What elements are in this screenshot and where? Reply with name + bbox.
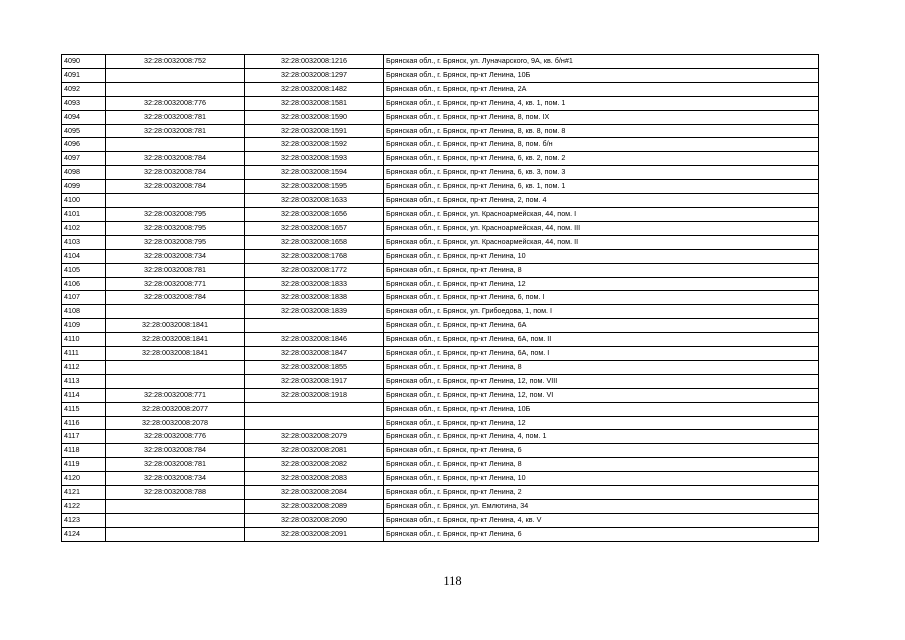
- table-row: [62, 166, 819, 180]
- parcel-cadastral-number-cell: 32:28:0032008:771: [106, 277, 245, 291]
- table-row: [62, 458, 819, 472]
- table-row: [62, 207, 819, 221]
- address-cell: Брянская обл., г. Брянск, пр-кт Ленина, 8, пом. б/н: [384, 138, 819, 152]
- parcel-cadastral-number-cell: 32:28:0032008:795: [106, 207, 245, 221]
- object-cadastral-number-cell: 32:28:0032008:1833: [245, 277, 384, 291]
- address-cell: Брянская обл., г. Брянск, пр-кт Ленина, 4, кв. V: [384, 513, 819, 527]
- object-cadastral-number-cell: 32:28:0032008:1855: [245, 360, 384, 374]
- object-cadastral-number-cell: 32:28:0032008:1590: [245, 110, 384, 124]
- table-row: [62, 513, 819, 527]
- address-cell: Брянская обл., г. Брянск, ул. Красноармейская, 44, пом. III: [384, 221, 819, 235]
- table-row: [62, 277, 819, 291]
- row-number-cell: 4108: [62, 305, 106, 319]
- address-cell: Брянская обл., г. Брянск, пр-кт Ленина, 4, пом. 1: [384, 430, 819, 444]
- address-cell: Брянская обл., г. Брянск, пр-кт Ленина, 6, пом. I: [384, 291, 819, 305]
- row-number-cell: 4121: [62, 486, 106, 500]
- address-cell: Брянская обл., г. Брянск, пр-кт Ленина, 2А: [384, 82, 819, 96]
- row-number-cell: 4107: [62, 291, 106, 305]
- parcel-cadastral-number-cell: [106, 82, 245, 96]
- table-row: [62, 138, 819, 152]
- row-number-cell: 4120: [62, 472, 106, 486]
- table-row: [62, 152, 819, 166]
- address-cell: Брянская обл., г. Брянск, пр-кт Ленина, 8: [384, 360, 819, 374]
- address-cell: Брянская обл., г. Брянск, пр-кт Ленина, 12: [384, 416, 819, 430]
- address-cell: Брянская обл., г. Брянск, пр-кт Ленина, 12, пом. VIII: [384, 374, 819, 388]
- parcel-cadastral-number-cell: 32:28:0032008:781: [106, 124, 245, 138]
- parcel-cadastral-number-cell: 32:28:0032008:2077: [106, 402, 245, 416]
- object-cadastral-number-cell: [245, 416, 384, 430]
- row-number-cell: 4112: [62, 360, 106, 374]
- address-cell: Брянская обл., г. Брянск, пр-кт Ленина, 8: [384, 263, 819, 277]
- object-cadastral-number-cell: 32:28:0032008:2090: [245, 513, 384, 527]
- object-cadastral-number-cell: 32:28:0032008:1656: [245, 207, 384, 221]
- address-cell: Брянская обл., г. Брянск, пр-кт Ленина, 6: [384, 527, 819, 541]
- table-row: [62, 402, 819, 416]
- row-number-cell: 4111: [62, 347, 106, 361]
- row-number-cell: 4123: [62, 513, 106, 527]
- table-row: [62, 374, 819, 388]
- parcel-cadastral-number-cell: [106, 527, 245, 541]
- object-cadastral-number-cell: 32:28:0032008:2089: [245, 500, 384, 514]
- row-number-cell: 4119: [62, 458, 106, 472]
- parcel-cadastral-number-cell: [106, 500, 245, 514]
- address-cell: Брянская обл., г. Брянск, пр-кт Ленина, 6, кв. 3, пом. 3: [384, 166, 819, 180]
- address-cell: Брянская обл., г. Брянск, ул. Красноармейская, 44, пом. I: [384, 207, 819, 221]
- parcel-cadastral-number-cell: [106, 68, 245, 82]
- table-row: [62, 527, 819, 541]
- row-number-cell: 4116: [62, 416, 106, 430]
- address-cell: Брянская обл., г. Брянск, ул. Луначарского, 9А, кв. б/н#1: [384, 55, 819, 69]
- table-row: [62, 55, 819, 69]
- parcel-cadastral-number-cell: 32:28:0032008:1841: [106, 347, 245, 361]
- row-number-cell: 4124: [62, 527, 106, 541]
- object-cadastral-number-cell: 32:28:0032008:1658: [245, 235, 384, 249]
- row-number-cell: 4100: [62, 194, 106, 208]
- object-cadastral-number-cell: 32:28:0032008:1838: [245, 291, 384, 305]
- table-row: [62, 124, 819, 138]
- parcel-cadastral-number-cell: [106, 194, 245, 208]
- table-row: [62, 347, 819, 361]
- row-number-cell: 4095: [62, 124, 106, 138]
- address-cell: Брянская обл., г. Брянск, пр-кт Ленина, 8, пом. IX: [384, 110, 819, 124]
- parcel-cadastral-number-cell: 32:28:0032008:752: [106, 55, 245, 69]
- row-number-cell: 4094: [62, 110, 106, 124]
- table-row: [62, 416, 819, 430]
- table-row: [62, 305, 819, 319]
- row-number-cell: 4103: [62, 235, 106, 249]
- table-row: [62, 388, 819, 402]
- object-cadastral-number-cell: 32:28:0032008:1581: [245, 96, 384, 110]
- object-cadastral-number-cell: 32:28:0032008:1591: [245, 124, 384, 138]
- address-cell: Брянская обл., г. Брянск, пр-кт Ленина, 8: [384, 458, 819, 472]
- parcel-cadastral-number-cell: [106, 513, 245, 527]
- registry-table-body: [62, 55, 819, 542]
- address-cell: Брянская обл., г. Брянск, пр-кт Ленина, 4, кв. 1, пом. 1: [384, 96, 819, 110]
- address-cell: Брянская обл., г. Брянск, пр-кт Ленина, 12, пом. VI: [384, 388, 819, 402]
- object-cadastral-number-cell: [245, 319, 384, 333]
- parcel-cadastral-number-cell: 32:28:0032008:781: [106, 263, 245, 277]
- row-number-cell: 4101: [62, 207, 106, 221]
- address-cell: Брянская обл., г. Брянск, пр-кт Ленина, 6: [384, 444, 819, 458]
- parcel-cadastral-number-cell: 32:28:0032008:776: [106, 96, 245, 110]
- address-cell: Брянская обл., г. Брянск, пр-кт Ленина, 6А: [384, 319, 819, 333]
- parcel-cadastral-number-cell: 32:28:0032008:795: [106, 235, 245, 249]
- parcel-cadastral-number-cell: [106, 305, 245, 319]
- page-number: 118: [443, 574, 462, 588]
- table-row: [62, 444, 819, 458]
- parcel-cadastral-number-cell: 32:28:0032008:771: [106, 388, 245, 402]
- parcel-cadastral-number-cell: 32:28:0032008:734: [106, 249, 245, 263]
- row-number-cell: 4117: [62, 430, 106, 444]
- row-number-cell: 4096: [62, 138, 106, 152]
- object-cadastral-number-cell: 32:28:0032008:1768: [245, 249, 384, 263]
- address-cell: Брянская обл., г. Брянск, ул. Емлютина, 34: [384, 500, 819, 514]
- object-cadastral-number-cell: 32:28:0032008:1633: [245, 194, 384, 208]
- table-row: [62, 291, 819, 305]
- row-number-cell: 4093: [62, 96, 106, 110]
- parcel-cadastral-number-cell: 32:28:0032008:784: [106, 291, 245, 305]
- object-cadastral-number-cell: 32:28:0032008:1657: [245, 221, 384, 235]
- table-row: [62, 96, 819, 110]
- row-number-cell: 4099: [62, 180, 106, 194]
- object-cadastral-number-cell: 32:28:0032008:1297: [245, 68, 384, 82]
- parcel-cadastral-number-cell: [106, 374, 245, 388]
- table-row: [62, 180, 819, 194]
- row-number-cell: 4090: [62, 55, 106, 69]
- table-row: [62, 263, 819, 277]
- object-cadastral-number-cell: 32:28:0032008:2082: [245, 458, 384, 472]
- table-row: [62, 68, 819, 82]
- row-number-cell: 4097: [62, 152, 106, 166]
- parcel-cadastral-number-cell: [106, 360, 245, 374]
- object-cadastral-number-cell: 32:28:0032008:2081: [245, 444, 384, 458]
- object-cadastral-number-cell: 32:28:0032008:1593: [245, 152, 384, 166]
- object-cadastral-number-cell: 32:28:0032008:1917: [245, 374, 384, 388]
- parcel-cadastral-number-cell: 32:28:0032008:781: [106, 458, 245, 472]
- table-row: [62, 235, 819, 249]
- object-cadastral-number-cell: 32:28:0032008:2084: [245, 486, 384, 500]
- table-row: [62, 249, 819, 263]
- address-cell: Брянская обл., г. Брянск, пр-кт Ленина, 10: [384, 472, 819, 486]
- object-cadastral-number-cell: 32:28:0032008:2083: [245, 472, 384, 486]
- table-row: [62, 333, 819, 347]
- row-number-cell: 4104: [62, 249, 106, 263]
- row-number-cell: 4110: [62, 333, 106, 347]
- object-cadastral-number-cell: [245, 402, 384, 416]
- row-number-cell: 4115: [62, 402, 106, 416]
- row-number-cell: 4109: [62, 319, 106, 333]
- registry-table: [61, 54, 819, 542]
- address-cell: Брянская обл., г. Брянск, пр-кт Ленина, 6, кв. 2, пом. 2: [384, 152, 819, 166]
- address-cell: Брянская обл., г. Брянск, пр-кт Ленина, 10: [384, 249, 819, 263]
- table-row: [62, 500, 819, 514]
- parcel-cadastral-number-cell: 32:28:0032008:776: [106, 430, 245, 444]
- parcel-cadastral-number-cell: 32:28:0032008:781: [106, 110, 245, 124]
- parcel-cadastral-number-cell: 32:28:0032008:1841: [106, 333, 245, 347]
- address-cell: Брянская обл., г. Брянск, пр-кт Ленина, 8, кв. 8, пом. 8: [384, 124, 819, 138]
- address-cell: Брянская обл., г. Брянск, пр-кт Ленина, 12: [384, 277, 819, 291]
- parcel-cadastral-number-cell: 32:28:0032008:788: [106, 486, 245, 500]
- parcel-cadastral-number-cell: 32:28:0032008:784: [106, 166, 245, 180]
- parcel-cadastral-number-cell: 32:28:0032008:734: [106, 472, 245, 486]
- object-cadastral-number-cell: 32:28:0032008:1595: [245, 180, 384, 194]
- parcel-cadastral-number-cell: [106, 138, 245, 152]
- row-number-cell: 4092: [62, 82, 106, 96]
- row-number-cell: 4098: [62, 166, 106, 180]
- object-cadastral-number-cell: 32:28:0032008:1846: [245, 333, 384, 347]
- address-cell: Брянская обл., г. Брянск, пр-кт Ленина, 6А, пом. I: [384, 347, 819, 361]
- row-number-cell: 4105: [62, 263, 106, 277]
- row-number-cell: 4118: [62, 444, 106, 458]
- address-cell: Брянская обл., г. Брянск, ул. Красноармейская, 44, пом. II: [384, 235, 819, 249]
- table-row: [62, 486, 819, 500]
- table-row: [62, 82, 819, 96]
- row-number-cell: 4102: [62, 221, 106, 235]
- table-row: [62, 221, 819, 235]
- address-cell: Брянская обл., г. Брянск, пр-кт Ленина, 2: [384, 486, 819, 500]
- table-row: [62, 430, 819, 444]
- row-number-cell: 4091: [62, 68, 106, 82]
- parcel-cadastral-number-cell: 32:28:0032008:784: [106, 152, 245, 166]
- table-row: [62, 360, 819, 374]
- row-number-cell: 4113: [62, 374, 106, 388]
- row-number-cell: 4114: [62, 388, 106, 402]
- parcel-cadastral-number-cell: 32:28:0032008:784: [106, 180, 245, 194]
- address-cell: Брянская обл., г. Брянск, ул. Грибоедова, 1, пом. I: [384, 305, 819, 319]
- parcel-cadastral-number-cell: 32:28:0032008:784: [106, 444, 245, 458]
- parcel-cadastral-number-cell: 32:28:0032008:1841: [106, 319, 245, 333]
- object-cadastral-number-cell: 32:28:0032008:1772: [245, 263, 384, 277]
- object-cadastral-number-cell: 32:28:0032008:2091: [245, 527, 384, 541]
- object-cadastral-number-cell: 32:28:0032008:1216: [245, 55, 384, 69]
- table-row: [62, 194, 819, 208]
- table-row: [62, 319, 819, 333]
- address-cell: Брянская обл., г. Брянск, пр-кт Ленина, 6, кв. 1, пом. 1: [384, 180, 819, 194]
- address-cell: Брянская обл., г. Брянск, пр-кт Ленина, 10Б: [384, 68, 819, 82]
- object-cadastral-number-cell: 32:28:0032008:1482: [245, 82, 384, 96]
- object-cadastral-number-cell: 32:28:0032008:1918: [245, 388, 384, 402]
- object-cadastral-number-cell: 32:28:0032008:1847: [245, 347, 384, 361]
- address-cell: Брянская обл., г. Брянск, пр-кт Ленина, 10Б: [384, 402, 819, 416]
- row-number-cell: 4106: [62, 277, 106, 291]
- address-cell: Брянская обл., г. Брянск, пр-кт Ленина, 6А, пом. II: [384, 333, 819, 347]
- object-cadastral-number-cell: 32:28:0032008:1594: [245, 166, 384, 180]
- parcel-cadastral-number-cell: 32:28:0032008:2078: [106, 416, 245, 430]
- table-row: [62, 472, 819, 486]
- address-cell: Брянская обл., г. Брянск, пр-кт Ленина, 2, пом. 4: [384, 194, 819, 208]
- object-cadastral-number-cell: 32:28:0032008:1592: [245, 138, 384, 152]
- object-cadastral-number-cell: 32:28:0032008:2079: [245, 430, 384, 444]
- table-row: [62, 110, 819, 124]
- object-cadastral-number-cell: 32:28:0032008:1839: [245, 305, 384, 319]
- row-number-cell: 4122: [62, 500, 106, 514]
- parcel-cadastral-number-cell: 32:28:0032008:795: [106, 221, 245, 235]
